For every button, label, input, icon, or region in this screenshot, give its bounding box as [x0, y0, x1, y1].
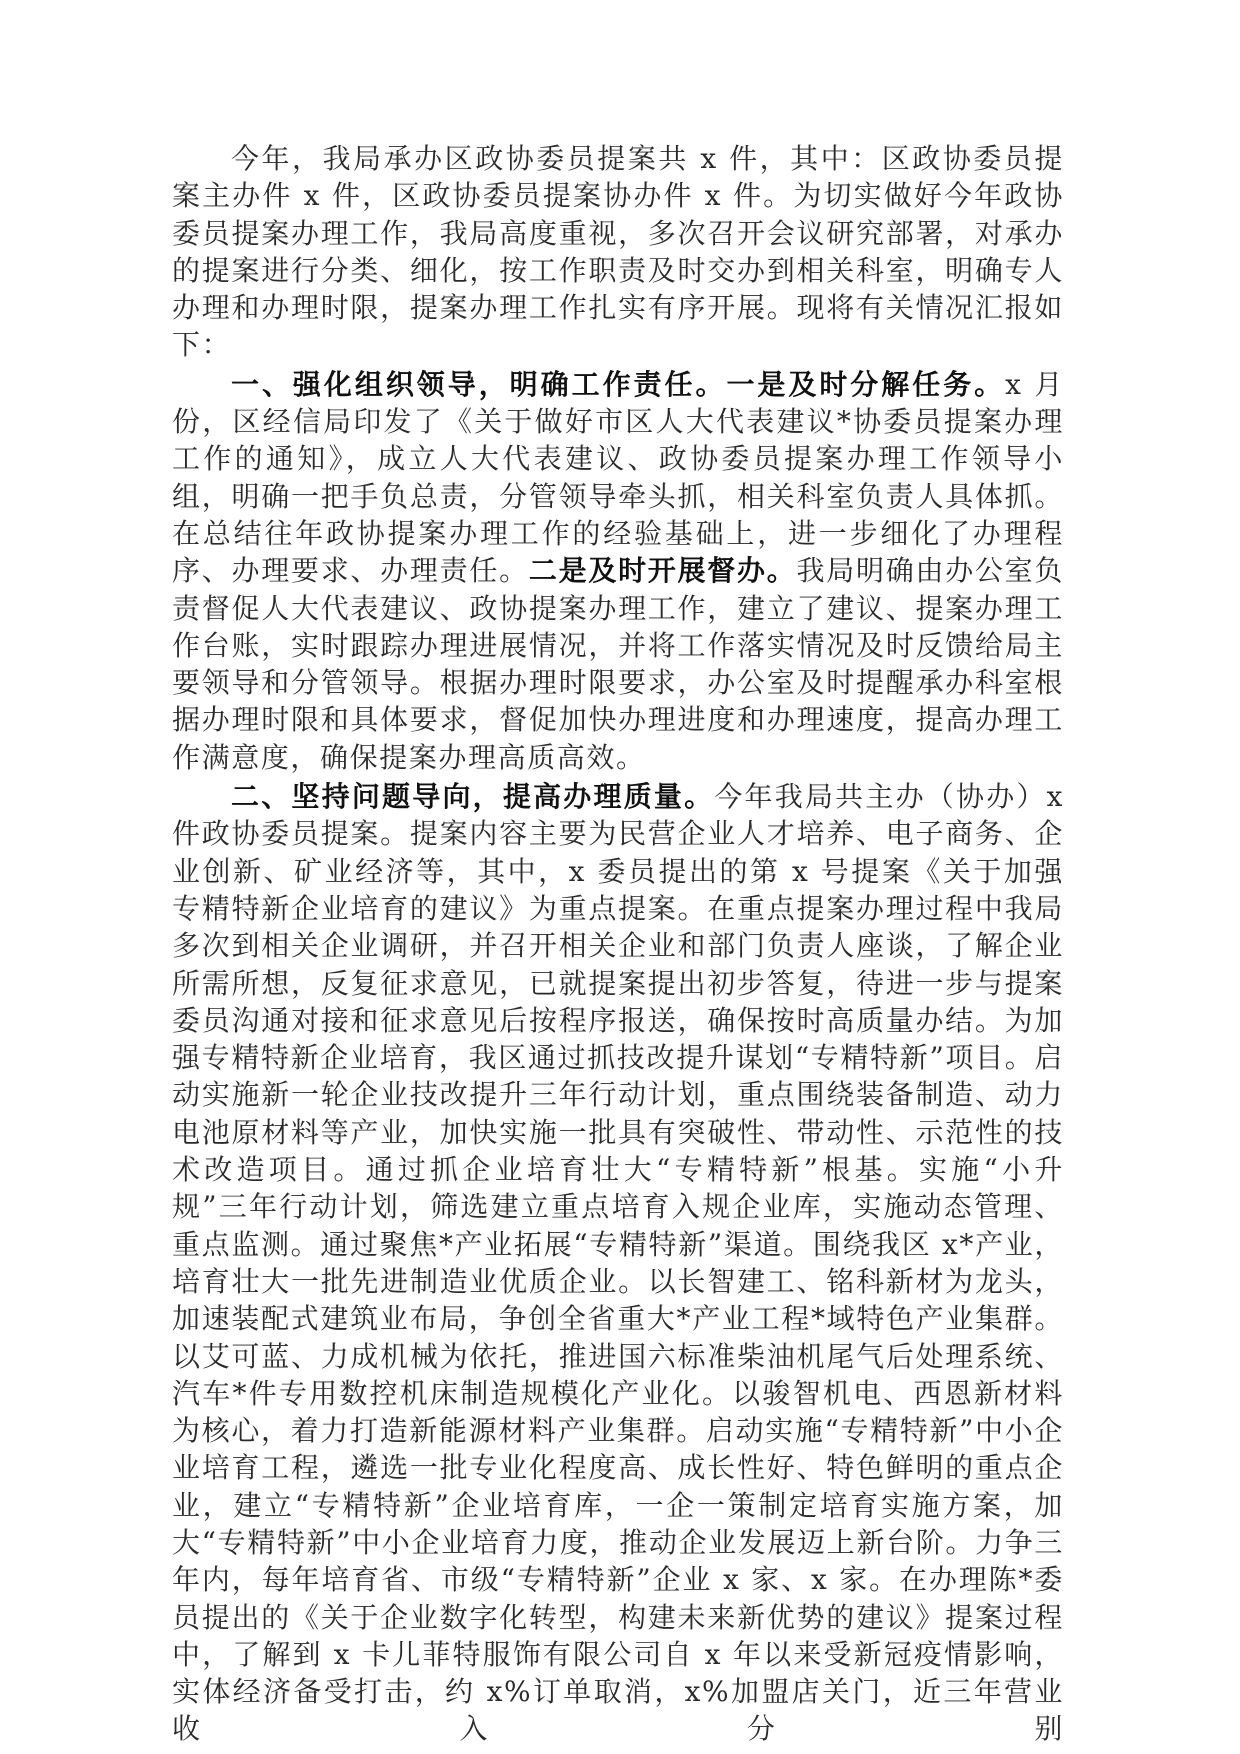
paragraph-section-one — [172, 366, 1064, 776]
paragraph-intro — [172, 140, 1064, 364]
section-one-heading: 一、强化组织领导，明确工作责任。一是及时分解任务。 — [231, 367, 1006, 401]
section-one-text-a: x 月份，区经信局印发了《关于做好市区人大代表建议*协委员提案办理工作的通知》，成立人大代表建议、政协委员提案办理工作领导小组，明确一把手负总责，分管领导牵头抓，相关科室负责人具体抓。在总结往年政协提案办理工作的经验基础上，进一步细化了办理程序、办理要求、办理责任。 — [172, 367, 1064, 588]
section-one-text-b: 我局明确由办公室负责督促人大代表建议、政协提案办理工作，建立了建议、提案办理工作台账，实时跟踪办理进展情况，并将工作落实情况及时反馈给局主要领导和分管领导。根据办理时限要求，办公室及时提醒承办科室根据办理时限和具体要求，督促加快办理进度和办理速度，提高办理工作满意度，确保提案办理高质高效。 — [172, 554, 1065, 774]
section-two-text: 今年我局共主办（协办）x 件政协委员提案。提案内容主要为民营企业人才培养、电子商务、企业创新、矿业经济等，其中，x 委员提出的第 x 号提案《关于加强专精特新企业培育的建议》为重点提案。在重点提案办理过程中我局多次到相关企业调研，并召开相关企业和部门负责人座谈，了解企业所需所想，反复征求意见，已就提案提出初步答复，待进一步与提案委员沟通对接和征求意见后按程序报送，确保按时高质量办结。为加强专精特新企业培育，我区通过抓技改提升谋划“专精特新”项目。启动实施新一轮企业技改提升三年行动计划，重点围绕装备制造、动力电池原材料等产业，加快实施一批具有突破性、带动性、示范性的技术改造项目。通过抓企业培育壮大“专精特新”根基。实施“小升规”三年行动计划，筛选建立重点培育入规企业库，实施动态管理、重点监测。通过聚焦*产业拓展“专精特新”渠道。围绕我区 x*产业，培育壮大一批先进制造业优质企业。以长智建工、铭科新材为龙头，加速装配式建筑业布局，争创全省重大*产业工程*域特色产业集群。以艾可蓝、力成机械为依托，推进国六标准柴油机尾气后处理系统、汽车*件专用数控机床制造规模化产业化。以骏智机电、西恩新材料为核心，着力打造新能源材料产业集群。启动实施“专精特新”中小企业培育工程，遴选一批专业化程度高、成长性好、特色鲜明的重点企业，建立“专精特新”企业培育库，一企一策制定培育实施方案，加大“专精特新”中小企业培育力度，推动企业发展迈上新台阶。力争三年内，每年培育省、市级“专精特新”企业 x 家、x 家。在办理陈*委员提出的《关于企业数字化转型，构建未来新优势的建议》提案过程中，了解到 x 卡儿菲特服饰有限公司自 x 年以来受新冠疫情影响，实体经济备受打击，约 x%订单取消，x%加盟店关门，近三年营业收入分别 — [172, 780, 1064, 1746]
section-one-subheading: 二是及时开展督办。 — [528, 554, 797, 588]
section-two-heading: 二、坚持问题导向，提高办理质量。 — [231, 780, 715, 814]
intro-text: 今年，我局承办区政协委员提案共 x 件，其中：区政协委员提案主办件 x 件，区政协委员提案协办件 x 件。为切实做好今年政协委员提案办理工作，我局高度重视，多次召开会议研究部署，对承办的提案进行分类、细化，按工作职责及时交办到相关科室，明确专人办理和办理时限，提案办理工作扎实有序开展。现将有关情况汇报如下： — [172, 142, 1064, 362]
paragraph-section-two — [172, 778, 1064, 1748]
document-page — [172, 140, 1064, 1750]
